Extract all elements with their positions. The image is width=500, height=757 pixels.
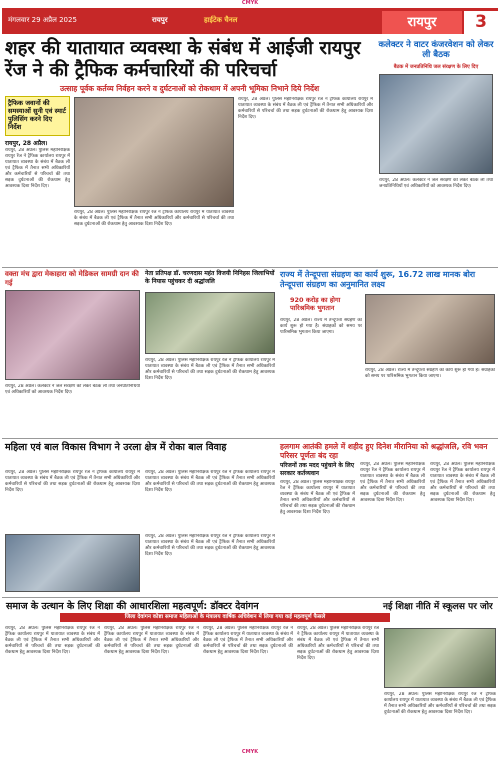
story-child-marriage-photo (5, 534, 140, 592)
lead-highlight-box: ट्रैफिक जवानों की समस्याओं सुनी एवं स्मार्ट पुलिसिंग करने दिए निर्देश (5, 96, 70, 136)
story-medical-donation-photo (5, 290, 140, 380)
story-tendupatta-body-2: रायपुर, 28 अप्रैल। राज्य में तेन्दूपत्ता संग्रहण का कार्य शुरू हो गया है। संग्राहकों को समय पर पारिश्रमिक भुगतान किया जाएगा। (365, 368, 495, 379)
story-child-marriage-body-3: रायपुर, 28 अप्रैल। पुलिस महानिरीक्षक रायपुर रेंज ने ट्रैफिक कार्यालय रायपुर में यातायात व्यवस्था के संबंध में बैठक ली एवं ट्रैफिक में तैनात सभी अधिकारियों और कर्मचारियों से परिचर्चा की तथा सड़क दुर्घटनाओं की रोकथाम हेतु आवश्यक दिशा निर्देश दिए। (145, 534, 275, 557)
divider (2, 438, 498, 439)
cmyk-marker-bottom: CMYK (241, 749, 259, 755)
story-medical-donation-headline: वक्ता मंच द्वारा मेकाहारा को मेडिकल सामग्री दान की गई (5, 270, 139, 287)
lead-body-text: रायपुर, 28 अप्रैल। पुलिस महानिरीक्षक रायपुर रेंज ने ट्रैफिक कार्यालय रायपुर में यातायात व्यवस्था के संबंध में बैठक ली एवं ट्रैफिक में तैनात सभी अधिकारियों और कर्मचारियों से परिचर्चा की तथा सड़क दुर्घटनाओं की रोकथाम हेतु आवश्यक दिशा निर्देश दिए। (5, 148, 70, 189)
side-story-photo (379, 74, 493, 174)
story-tendupatta-subhead: 920 करोड़ का होगा पारिश्रमिक भुगतान (290, 296, 341, 312)
story-martyr-body-3: रायपुर, 28 अप्रैल। पुलिस महानिरीक्षक रायपुर रेंज ने ट्रैफिक कार्यालय रायपुर में यातायात व्यवस्था के संबंध में बैठक ली एवं ट्रैफिक में तैनात सभी अधिकारियों और कर्मचारियों से परिचर्चा की तथा सड़क दुर्घटनाओं की रोकथाम हेतु आवश्यक दिशा निर्देश दिए। (430, 462, 495, 503)
lead-body-text-3: रायपुर, 28 अप्रैल। पुलिस महानिरीक्षक रायपुर रेंज ने ट्रैफिक कार्यालय रायपुर में यातायात व्यवस्था के संबंध में बैठक ली एवं ट्रैफिक में तैनात सभी अधिकारियों और कर्मचारियों से परिचर्चा की तथा सड़क दुर्घटनाओं की रोकथाम हेतु आवश्यक दिशा निर्देश दिए। (238, 97, 373, 120)
story-education-body-2: रायपुर, 28 अप्रैल। पुलिस महानिरीक्षक रायपुर रेंज ने ट्रैफिक कार्यालय रायपुर में यातायात व्यवस्था के संबंध में बैठक ली एवं ट्रैफिक में तैनात सभी अधिकारियों और कर्मचारियों से परिचर्चा की तथा सड़क दुर्घटनाओं की रोकथाम हेतु आवश्यक दिशा निर्देश दिए। (104, 626, 199, 655)
header-date: मंगलवार 29 अप्रैल 2025 (8, 16, 77, 24)
story-martyr-subhead: परिजनों तक मदद पहुंचाने के लिए सरकार कर्तव्यवान (280, 462, 355, 477)
page-number: 3 (464, 11, 498, 34)
section-name: रायपुर (382, 11, 462, 34)
story-child-marriage-body: रायपुर, 28 अप्रैल। पुलिस महानिरीक्षक रायपुर रेंज ने ट्रैफिक कार्यालय रायपुर में यातायात व्यवस्था के संबंध में बैठक ली एवं ट्रैफिक में तैनात सभी अधिकारियों और कर्मचारियों से परिचर्चा की तथा सड़क दुर्घटनाओं की रोकथाम हेतु आवश्यक दिशा निर्देश दिए। (5, 470, 140, 493)
story-new-education-policy-body: रायपुर, 28 अप्रैल। पुलिस महानिरीक्षक रायपुर रेंज ने ट्रैफिक कार्यालय रायपुर में यातायात व्यवस्था के संबंध में बैठक ली एवं ट्रैफिक में तैनात सभी अधिकारियों और कर्मचारियों से परिचर्चा की तथा सड़क दुर्घटनाओं की रोकथाम हेतु आवश्यक दिशा निर्देश दिए। (384, 692, 496, 715)
story-education-body-3: रायपुर, 28 अप्रैल। पुलिस महानिरीक्षक रायपुर रेंज ने ट्रैफिक कार्यालय रायपुर में यातायात व्यवस्था के संबंध में बैठक ली एवं ट्रैफिक में तैनात सभी अधिकारियों और कर्मचारियों से परिचर्चा की तथा सड़क दुर्घटनाओं की रोकथाम हेतु आवश्यक दिशा निर्देश दिए। (203, 626, 293, 655)
side-story-subhead: बैठक में जनप्रतिनिधि जल संरक्षण के लिए दिए (393, 64, 479, 70)
story-medical-donation-body: रायपुर, 28 अप्रैल। कलेक्टर ने जल संरक्षण को लेकर बैठक ली तथा जनप्रतिनिधियों एवं अधिकारियों को आवश्यक निर्देश दिए। (5, 384, 140, 395)
side-story-headline: कलेक्टर ने वाटर कंजरवेशन को लेकर ली बैठक (378, 40, 494, 60)
story-martyr-body: रायपुर, 28 अप्रैल। पुलिस महानिरीक्षक रायपुर रेंज ने ट्रैफिक कार्यालय रायपुर में यातायात व्यवस्था के संबंध में बैठक ली एवं ट्रैफिक में तैनात सभी अधिकारियों और कर्मचारियों से परिचर्चा की तथा सड़क दुर्घटनाओं की रोकथाम हेतु आवश्यक दिशा निर्देश दिए। (280, 480, 355, 515)
story-new-education-policy-headline: नई शिक्षा नीति में स्कूलस पर जोर (383, 602, 493, 612)
story-education-subhead: जिला देवांगन कोष्टा समाज महिलाओं के मंत्रालय वार्षिक अधिवेशन में लिया गया कई महत्वपूर्ण फैसले (60, 613, 390, 622)
divider (2, 597, 498, 598)
story-tendupatta-body: रायपुर, 28 अप्रैल। राज्य में तेन्दूपत्ता संग्रहण का कार्य शुरू हो गया है। संग्राहकों को समय पर पारिश्रमिक भुगतान किया जाएगा। (280, 318, 362, 335)
lead-body-text-2: रायपुर, 28 अप्रैल। पुलिस महानिरीक्षक रायपुर रेंज ने ट्रैफिक कार्यालय रायपुर में यातायात व्यवस्था के संबंध में बैठक ली एवं ट्रैफिक में तैनात सभी अधिकारियों और कर्मचारियों से परिचर्चा की तथा सड़क दुर्घटनाओं की रोकथाम हेतु आवश्यक दिशा निर्देश दिए। (74, 210, 234, 227)
story-martyr-body-2: रायपुर, 28 अप्रैल। पुलिस महानिरीक्षक रायपुर रेंज ने ट्रैफिक कार्यालय रायपुर में यातायात व्यवस्था के संबंध में बैठक ली एवं ट्रैफिक में तैनात सभी अधिकारियों और कर्मचारियों से परिचर्चा की तथा सड़क दुर्घटनाओं की रोकथाम हेतु आवश्यक दिशा निर्देश दिए। (360, 462, 425, 503)
story-tendupatta-headline: राज्य में तेन्दूपत्ता संग्रहण का कार्य शुरू, 16.72 लाख मानक बोरा तेन्दूपत्ता संग्रहण का अनुमानित लक्ष्य (280, 270, 476, 289)
story-child-marriage-headline: महिला एवं बाल विकास विभाग ने उरला क्षेत्र में रोका बाल विवाह (5, 442, 227, 453)
story-education-headline: समाज के उत्थान के लिए शिक्षा की आधारशिला महत्वपूर्ण: डॉक्टर देवांगन (6, 601, 259, 612)
page-header (2, 8, 498, 34)
story-new-education-policy-photo (384, 628, 496, 688)
header-brand: हाईटेक चैनल (204, 16, 238, 24)
lead-photo (74, 97, 234, 207)
divider (2, 267, 498, 268)
story-child-marriage-body-2: रायपुर, 28 अप्रैल। पुलिस महानिरीक्षक रायपुर रेंज ने ट्रैफिक कार्यालय रायपुर में यातायात व्यवस्था के संबंध में बैठक ली एवं ट्रैफिक में तैनात सभी अधिकारियों और कर्मचारियों से परिचर्चा की तथा सड़क दुर्घटनाओं की रोकथाम हेतु आवश्यक दिशा निर्देश दिए। (145, 470, 275, 493)
story-martyr-headline: हलगाम आतंकी हमले में शहीद हुए दिनेश मीरानिया को श्रद्धांजलि, रवि भवन परिसर पूर्णतः बंद रहा (280, 442, 488, 460)
header-city: रायपुर (152, 16, 168, 24)
cmyk-marker-top: CMYK (241, 0, 259, 6)
lead-subheadline: उत्साह पूर्वक कर्तव्य निर्वहन करने व दुर्घटनाओं को रोकथाम में अपनी भूमिका निभाने दिये निर्देश (60, 84, 320, 93)
story-mahant-photo (145, 292, 275, 354)
story-mahant-headline: नेता प्रतिपक्ष डॉ. चरणदास महंत विजयी निनिहस जिलाभियों के नियास पहुंचकर दी श्रद्धांजलि (145, 270, 275, 285)
story-mahant-body: रायपुर, 28 अप्रैल। पुलिस महानिरीक्षक रायपुर रेंज ने ट्रैफिक कार्यालय रायपुर में यातायात व्यवस्था के संबंध में बैठक ली एवं ट्रैफिक में तैनात सभी अधिकारियों और कर्मचारियों से परिचर्चा की तथा सड़क दुर्घटनाओं की रोकथाम हेतु आवश्यक दिशा निर्देश दिए। (145, 358, 275, 381)
lead-byline: रायपुर, 28 अप्रैल। (5, 140, 48, 147)
side-story-body: रायपुर, 28 अप्रैल। कलेक्टर ने जल संरक्षण को लेकर बैठक ली तथा जनप्रतिनिधियों एवं अधिकारियों को आवश्यक निर्देश दिए। (379, 178, 493, 189)
story-education-body-4: रायपुर, 28 अप्रैल। पुलिस महानिरीक्षक रायपुर रेंज ने ट्रैफिक कार्यालय रायपुर में यातायात व्यवस्था के संबंध में बैठक ली एवं ट्रैफिक में तैनात सभी अधिकारियों और कर्मचारियों से परिचर्चा की तथा सड़क दुर्घटनाओं की रोकथाम हेतु आवश्यक दिशा निर्देश दिए। (297, 626, 379, 661)
story-education-body: रायपुर, 28 अप्रैल। पुलिस महानिरीक्षक रायपुर रेंज ने ट्रैफिक कार्यालय रायपुर में यातायात व्यवस्था के संबंध में बैठक ली एवं ट्रैफिक में तैनात सभी अधिकारियों और कर्मचारियों से परिचर्चा की तथा सड़क दुर्घटनाओं की रोकथाम हेतु आवश्यक दिशा निर्देश दिए। (5, 626, 100, 655)
story-tendupatta-photo (365, 294, 495, 364)
lead-headline: शहर की यातायात व्यवस्था के संबंध में आईजी रायपुर रेंज ने की ट्रैफिक कर्मचारियों की परिचर्चा (5, 38, 361, 81)
